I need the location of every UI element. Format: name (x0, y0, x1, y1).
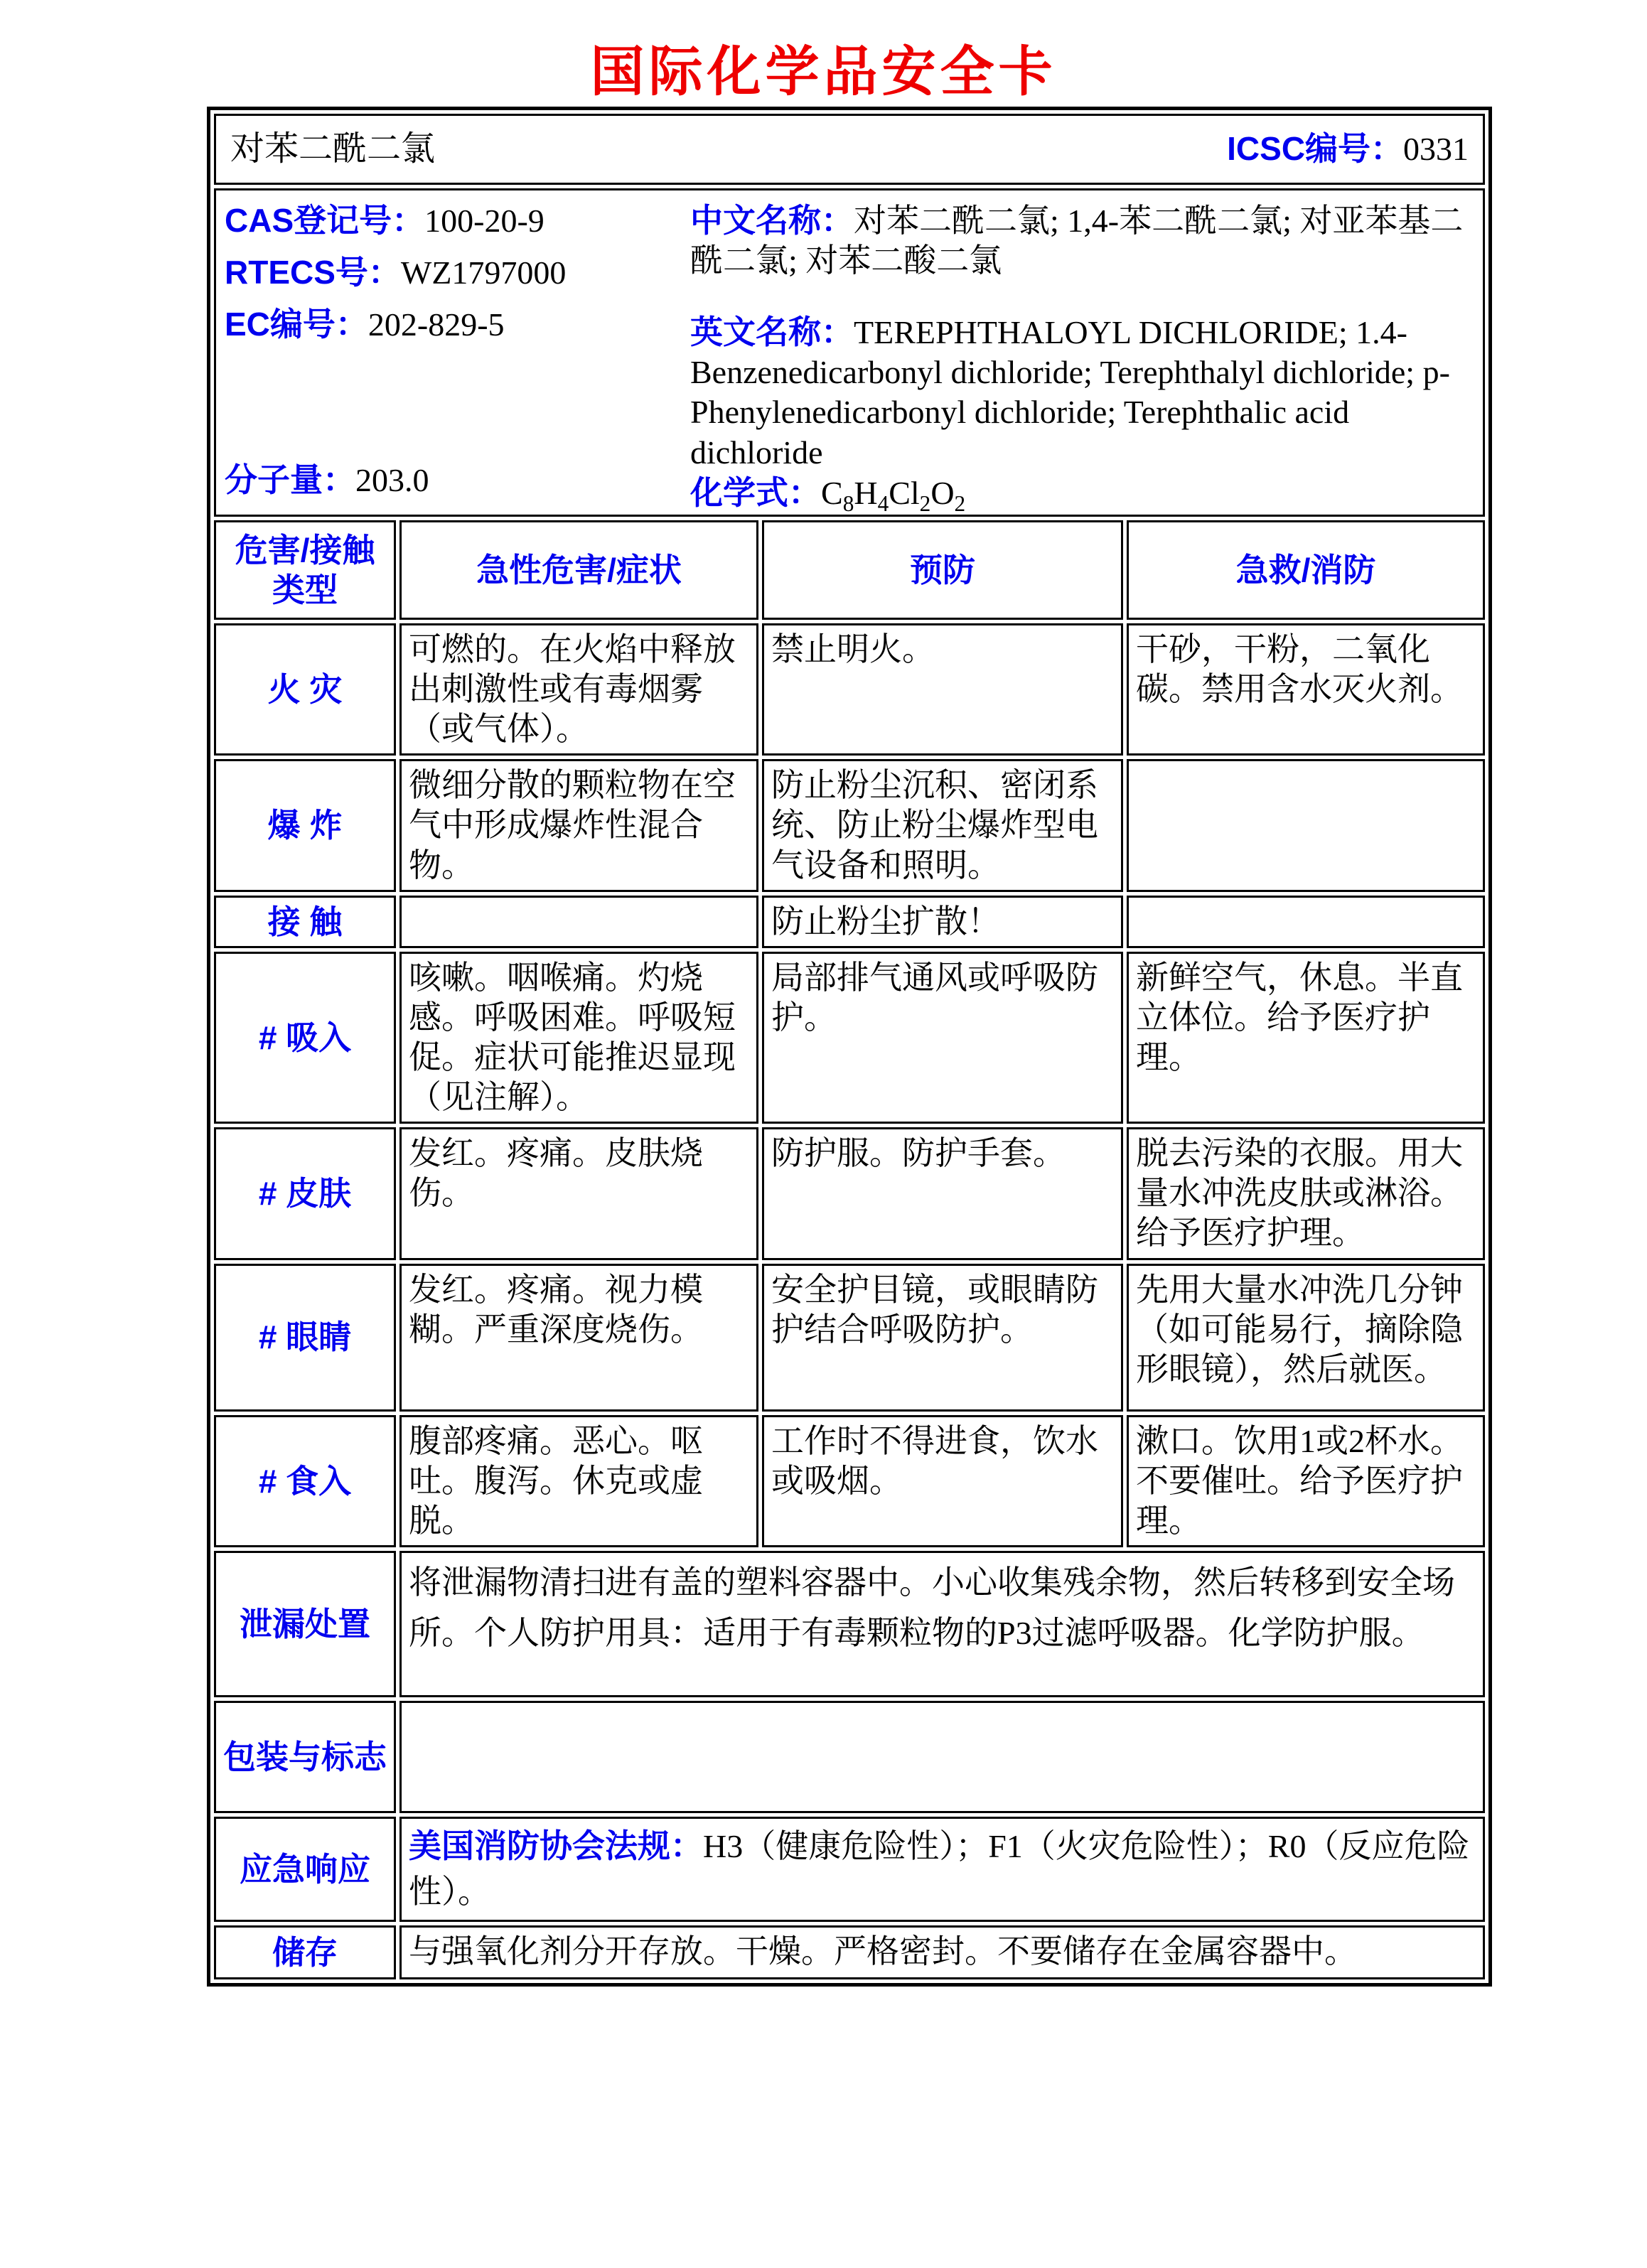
col-header-prevention: 预防 (762, 520, 1123, 620)
emergency-content (399, 1817, 1485, 1922)
mw-label: 分子量： (225, 461, 355, 498)
row-label-fire: 火 灾 (214, 623, 396, 756)
formula-value: $C_8H_4Cl_2O_2$ (821, 474, 966, 516)
row-label-packaging: 包装与标志 (214, 1701, 396, 1813)
firstaid-cell: 脱去污染的衣服。用大量水冲洗皮肤或淋浴。给予医疗护理。 (1127, 1127, 1485, 1259)
nfpa-value: H3（健康危险性）；F1（火灾危险性）；R0（反应危险性）。 (409, 1827, 1470, 1910)
identifiers-row (214, 188, 1485, 517)
icsc-value: 0331 (1403, 131, 1469, 168)
hazard-row-explosion (214, 759, 1485, 891)
prevention-cell: 防止粉尘扩散！ (762, 896, 1123, 948)
storage-row (214, 1925, 1485, 1979)
name-row (214, 114, 1485, 185)
spillage-content: 将泄漏物清扫进有盖的塑料容器中。小心收集残余物，然后转移到安全场所。个人防护用具：适用于有毒颗粒物的P3过滤呼吸器。化学防护服。 (399, 1551, 1485, 1697)
firstaid-cell: 新鲜空气，休息。半直立体位。给予医疗护理。 (1127, 952, 1485, 1124)
cn-value: 对苯二酰二氯; 1,4-苯二酰二氯; 对亚苯基二酰二氯; 对苯二酸二氯 (690, 203, 1464, 279)
symptoms-cell: 发红。疼痛。皮肤烧伤。 (399, 1127, 758, 1259)
names-block (690, 200, 1474, 516)
firstaid-cell: 先用大量水冲洗几分钟（如可能易行，摘除隐形眼镜），然后就医。 (1127, 1264, 1485, 1412)
icsc-card-table (207, 107, 1492, 1987)
icsc-number (1227, 129, 1469, 169)
emergency-row (214, 1817, 1485, 1922)
cas-line (225, 200, 690, 241)
symptoms-cell (399, 896, 758, 948)
icsc-label: ICSC编号： (1227, 130, 1404, 168)
rtecs-value: WZ1797000 (400, 254, 567, 291)
firstaid-cell: 干砂，干粉，二氧化碳。禁用含水灭火剂。 (1127, 623, 1485, 756)
row-label-skin: # 皮肤 (214, 1127, 396, 1259)
firstaid-cell (1127, 896, 1485, 948)
col-header-hazard-type: 危害/接触类型 (214, 520, 396, 620)
identifiers-cell (214, 188, 1485, 517)
row-label-eyes: # 眼睛 (214, 1264, 396, 1412)
prevention-cell: 防护服。防护手套。 (762, 1127, 1123, 1259)
row-label-exposure: 接 触 (214, 896, 396, 948)
page-title: 国际化学品安全卡 (590, 42, 1057, 102)
symptoms-cell: 可燃的。在火焰中释放出刺激性或有毒烟雾（或气体）。 (399, 623, 758, 756)
cas-label: CAS登记号： (225, 202, 425, 239)
symptoms-cell: 腹部疼痛。恶心。呕吐。腹泻。休克或虚脱。 (399, 1415, 758, 1547)
nfpa-label: 美国消防协会法规： (409, 1827, 703, 1864)
ec-line (225, 304, 690, 345)
rtecs-label: RTECS号： (225, 254, 401, 291)
prevention-cell: 局部排气通风或呼吸防护。 (762, 952, 1123, 1124)
ec-label: EC编号： (225, 306, 368, 343)
chemical-name: 对苯二酰二氯 (230, 129, 436, 168)
packaging-content (399, 1701, 1485, 1813)
prevention-cell: 禁止明火。 (762, 623, 1123, 756)
hazard-row-ingestion (214, 1415, 1485, 1547)
row-label-inhalation: # 吸入 (214, 952, 396, 1124)
prevention-cell: 防止粉尘沉积、密闭系统、防止粉尘爆炸型电气设备和照明。 (762, 759, 1123, 891)
col-header-symptoms: 急性危害/症状 (399, 520, 758, 620)
row-label-ingestion: # 食入 (214, 1415, 396, 1547)
cn-label: 中文名称： (690, 202, 854, 239)
prevention-cell: 工作时不得进食，饮水或吸烟。 (762, 1415, 1123, 1547)
col-header-firstaid: 急救/消防 (1127, 520, 1485, 620)
en-label: 英文名称： (690, 313, 854, 351)
symptoms-cell: 咳嗽。咽喉痛。灼烧感。呼吸困难。呼吸短促。症状可能推迟显现（见注解）。 (399, 952, 758, 1124)
symptoms-cell: 发红。疼痛。视力模糊。严重深度烧伤。 (399, 1264, 758, 1412)
symptoms-cell: 微细分散的颗粒物在空气中形成爆炸性混合物。 (399, 759, 758, 891)
ec-value: 202-829-5 (368, 306, 505, 343)
firstaid-cell: 漱口。饮用1或2杯水。不要催吐。给予医疗护理。 (1127, 1415, 1485, 1547)
mw-value: 203.0 (355, 461, 429, 498)
name-cell (214, 114, 1485, 185)
hazard-row-exposure (214, 896, 1485, 948)
rtecs-line (225, 252, 690, 293)
molecular-weight-line (225, 460, 690, 500)
spillage-row (214, 1551, 1485, 1697)
row-label-spillage: 泄漏处置 (214, 1551, 396, 1697)
row-label-emergency: 应急响应 (214, 1817, 396, 1922)
en-value: TEREPHTHALOYL DICHLORIDE; 1.4-Benzenedicarbonyl dichloride; Terephthalyl dichloride; p-Phenylenedicarbonyl dichloride; Terephthalic acid dichloride (690, 314, 1450, 471)
firstaid-cell (1127, 759, 1485, 891)
english-names-line (690, 312, 1474, 472)
hazard-row-skin (214, 1127, 1485, 1259)
formula-line (690, 473, 1474, 517)
hazard-row-inhalation (214, 952, 1485, 1124)
hazard-row-eyes (214, 1264, 1485, 1412)
row-label-storage: 储存 (214, 1925, 396, 1979)
storage-content: 与强氧化剂分开存放。干燥。严格密封。不要储存在金属容器中。 (399, 1925, 1485, 1979)
hazard-row-fire (214, 623, 1485, 756)
row-label-explosion: 爆 炸 (214, 759, 396, 891)
prevention-cell: 安全护目镜，或眼睛防护结合呼吸防护。 (762, 1264, 1123, 1412)
chinese-names-line (690, 200, 1474, 281)
packaging-row (214, 1701, 1485, 1813)
formula-label: 化学式： (690, 473, 821, 511)
hazard-header-row (214, 520, 1485, 620)
cas-value: 100-20-9 (424, 203, 544, 239)
registry-numbers-block (225, 200, 690, 505)
